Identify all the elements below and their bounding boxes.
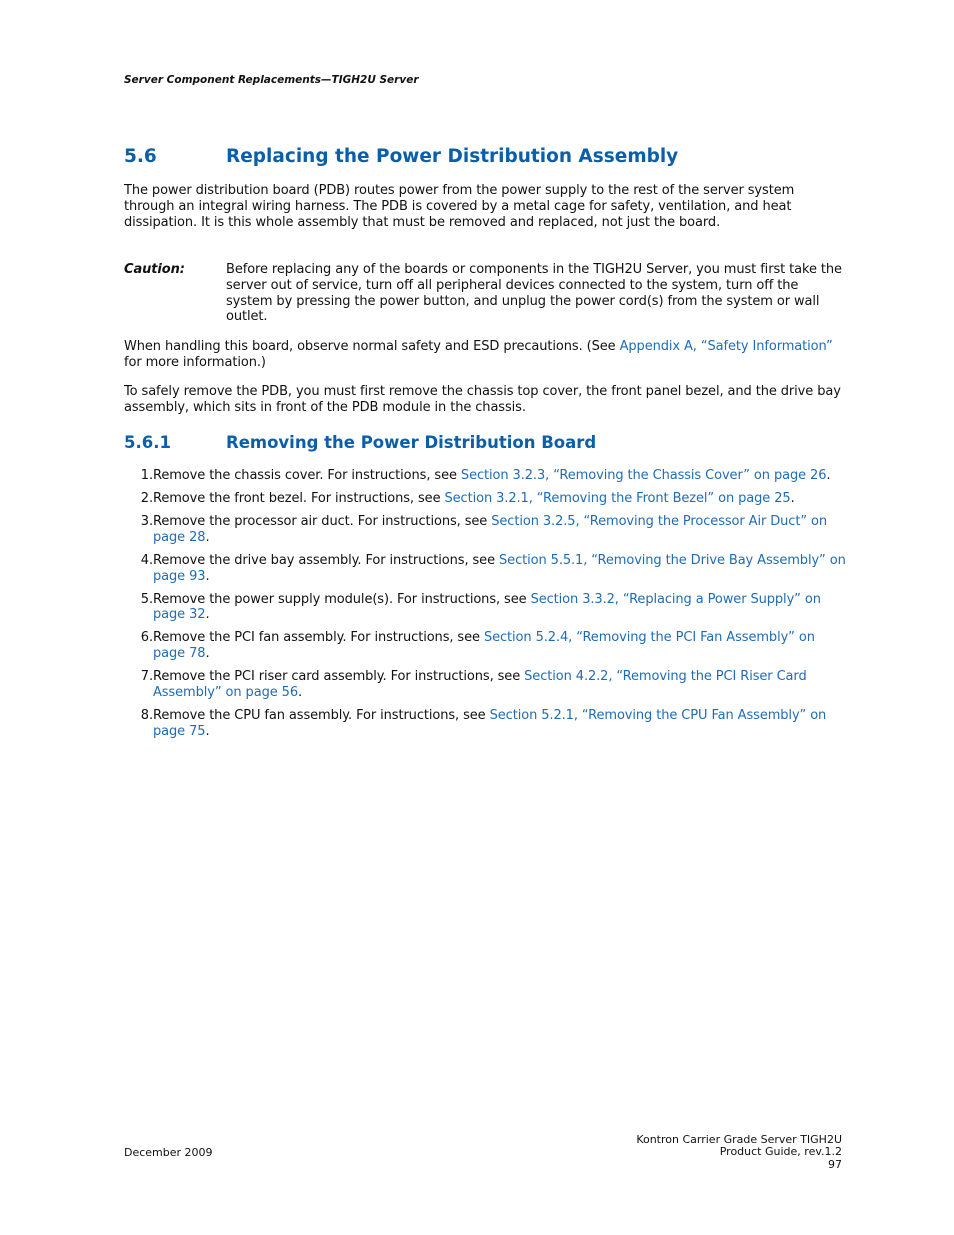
step-number-text: 4. bbox=[140, 552, 153, 568]
subsection-number: 5.6.1 bbox=[124, 433, 171, 452]
step-number bbox=[124, 468, 153, 484]
step-text bbox=[153, 592, 846, 624]
step-period: . bbox=[205, 646, 210, 662]
step-number bbox=[124, 592, 153, 624]
step-instruction: Remove the PCI riser card assembly. For instructions, see bbox=[153, 669, 525, 685]
section-heading bbox=[124, 146, 678, 167]
step-instruction: Remove the processor air duct. For instructions, see bbox=[153, 513, 492, 529]
step-reference-link[interactable]: Section 3.2.3, “Removing the Chassis Cover” on page 26 bbox=[460, 468, 827, 483]
appendix-link[interactable]: Appendix A, “Safety Information” bbox=[619, 339, 833, 354]
step-period: . bbox=[205, 529, 210, 545]
list-item bbox=[124, 491, 846, 507]
running-header: Server Component Replacements—TIGH2U Server bbox=[124, 74, 419, 86]
step-number bbox=[124, 553, 153, 585]
step-number bbox=[124, 669, 153, 701]
step-period: . bbox=[826, 468, 831, 483]
step-number bbox=[124, 708, 153, 740]
remove-note-paragraph: To safely remove the PDB, you must first remove the chassis top cover, the front panel bezel, and the drive bay assembly, which sits in front of the PDB module in the chassis. bbox=[124, 384, 841, 415]
step-number bbox=[124, 491, 153, 507]
footer-info bbox=[636, 1134, 842, 1171]
step-number-text: 3. bbox=[140, 513, 153, 529]
section-number: 5.6 bbox=[124, 146, 157, 167]
footer-date: December 2009 bbox=[124, 1146, 213, 1159]
step-instruction: Remove the front bezel. For instructions, see bbox=[153, 490, 445, 506]
list-item bbox=[124, 553, 846, 585]
step-period: . bbox=[205, 723, 210, 739]
esd-paragraph bbox=[124, 339, 846, 371]
esd-text-end: for more information.) bbox=[124, 354, 266, 370]
step-number-text: 2. bbox=[140, 490, 153, 506]
steps-list bbox=[124, 468, 846, 747]
step-number bbox=[124, 514, 153, 546]
step-period: . bbox=[205, 607, 210, 623]
step-text bbox=[153, 669, 846, 701]
subsection-title: Removing the Power Distribution Board bbox=[226, 433, 597, 452]
step-reference-link[interactable]: Section 3.2.1, “Removing the Front Bezel” on page 25 bbox=[444, 490, 791, 506]
step-number-text: 1. bbox=[140, 468, 153, 483]
step-reference-link[interactable]: Section 3.3.2, “Replacing a Power Supply” on page 32 bbox=[153, 591, 821, 623]
step-text bbox=[153, 553, 846, 585]
step-number bbox=[124, 630, 153, 662]
step-number-text: 6. bbox=[140, 630, 153, 646]
intro-paragraph: The power distribution board (PDB) routes power from the power supply to the rest of the server system through an integral wiring harness. The PDB is covered by a metal cage for safety, ventilation, and heat dissipation. It is this whole assembly that must be removed and replaced, not just the board. bbox=[124, 183, 795, 230]
caution-note bbox=[124, 262, 846, 325]
list-item bbox=[124, 630, 846, 662]
step-instruction: Remove the chassis cover. For instructions, see bbox=[153, 468, 461, 483]
footer-guide: Product Guide, rev.1.2 bbox=[719, 1145, 842, 1159]
step-instruction: Remove the CPU fan assembly. For instructions, see bbox=[153, 707, 490, 723]
page-number: 97 bbox=[828, 1157, 842, 1171]
list-item bbox=[124, 592, 846, 624]
step-reference-link[interactable]: Section 3.2.5, “Removing the Processor Air Duct” on page 28 bbox=[153, 513, 828, 545]
step-period: . bbox=[205, 568, 210, 584]
step-instruction: Remove the drive bay assembly. For instructions, see bbox=[153, 552, 500, 568]
step-number-text: 7. bbox=[140, 669, 153, 685]
step-number-text: 5. bbox=[140, 591, 153, 607]
step-reference-link[interactable]: Section 4.2.2, “Removing the PCI Riser Card Assembly” on page 56 bbox=[153, 669, 807, 700]
list-item bbox=[124, 708, 846, 740]
step-reference-link[interactable]: Section 5.2.1, “Removing the CPU Fan Assembly” on page 75 bbox=[153, 707, 827, 739]
caution-label: Caution: bbox=[124, 262, 185, 277]
step-text bbox=[153, 491, 846, 507]
step-instruction: Remove the PCI fan assembly. For instructions, see bbox=[153, 630, 484, 646]
step-instruction: Remove the power supply module(s). For instructions, see bbox=[153, 591, 531, 607]
footer-product: Kontron Carrier Grade Server TIGH2U bbox=[636, 1133, 842, 1146]
list-item bbox=[124, 669, 846, 701]
step-period: . bbox=[790, 490, 795, 506]
list-item bbox=[124, 468, 846, 484]
section-title: Replacing the Power Distribution Assembly bbox=[226, 146, 679, 167]
step-text bbox=[153, 630, 846, 662]
esd-text: When handling this board, observe normal safety and ESD precautions. (See bbox=[124, 339, 620, 354]
step-period: . bbox=[298, 684, 303, 700]
subsection-heading bbox=[124, 433, 596, 452]
step-text bbox=[153, 514, 846, 546]
step-reference-link[interactable]: Section 5.2.4, “Removing the PCI Fan Assembly” on page 78 bbox=[153, 630, 815, 662]
step-text bbox=[153, 468, 846, 484]
list-item bbox=[124, 514, 846, 546]
step-text bbox=[153, 708, 846, 740]
caution-text: Before replacing any of the boards or components in the TIGH2U Server, you must first take the server out of service, turn off all peripheral devices connected to the system, turn off the system by pressing the power button, and unplug the power cord(s) from the system or wall outlet. bbox=[226, 262, 842, 325]
step-reference-link[interactable]: Section 5.5.1, “Removing the Drive Bay Assembly” on page 93 bbox=[153, 552, 846, 584]
step-number-text: 8. bbox=[140, 707, 153, 723]
